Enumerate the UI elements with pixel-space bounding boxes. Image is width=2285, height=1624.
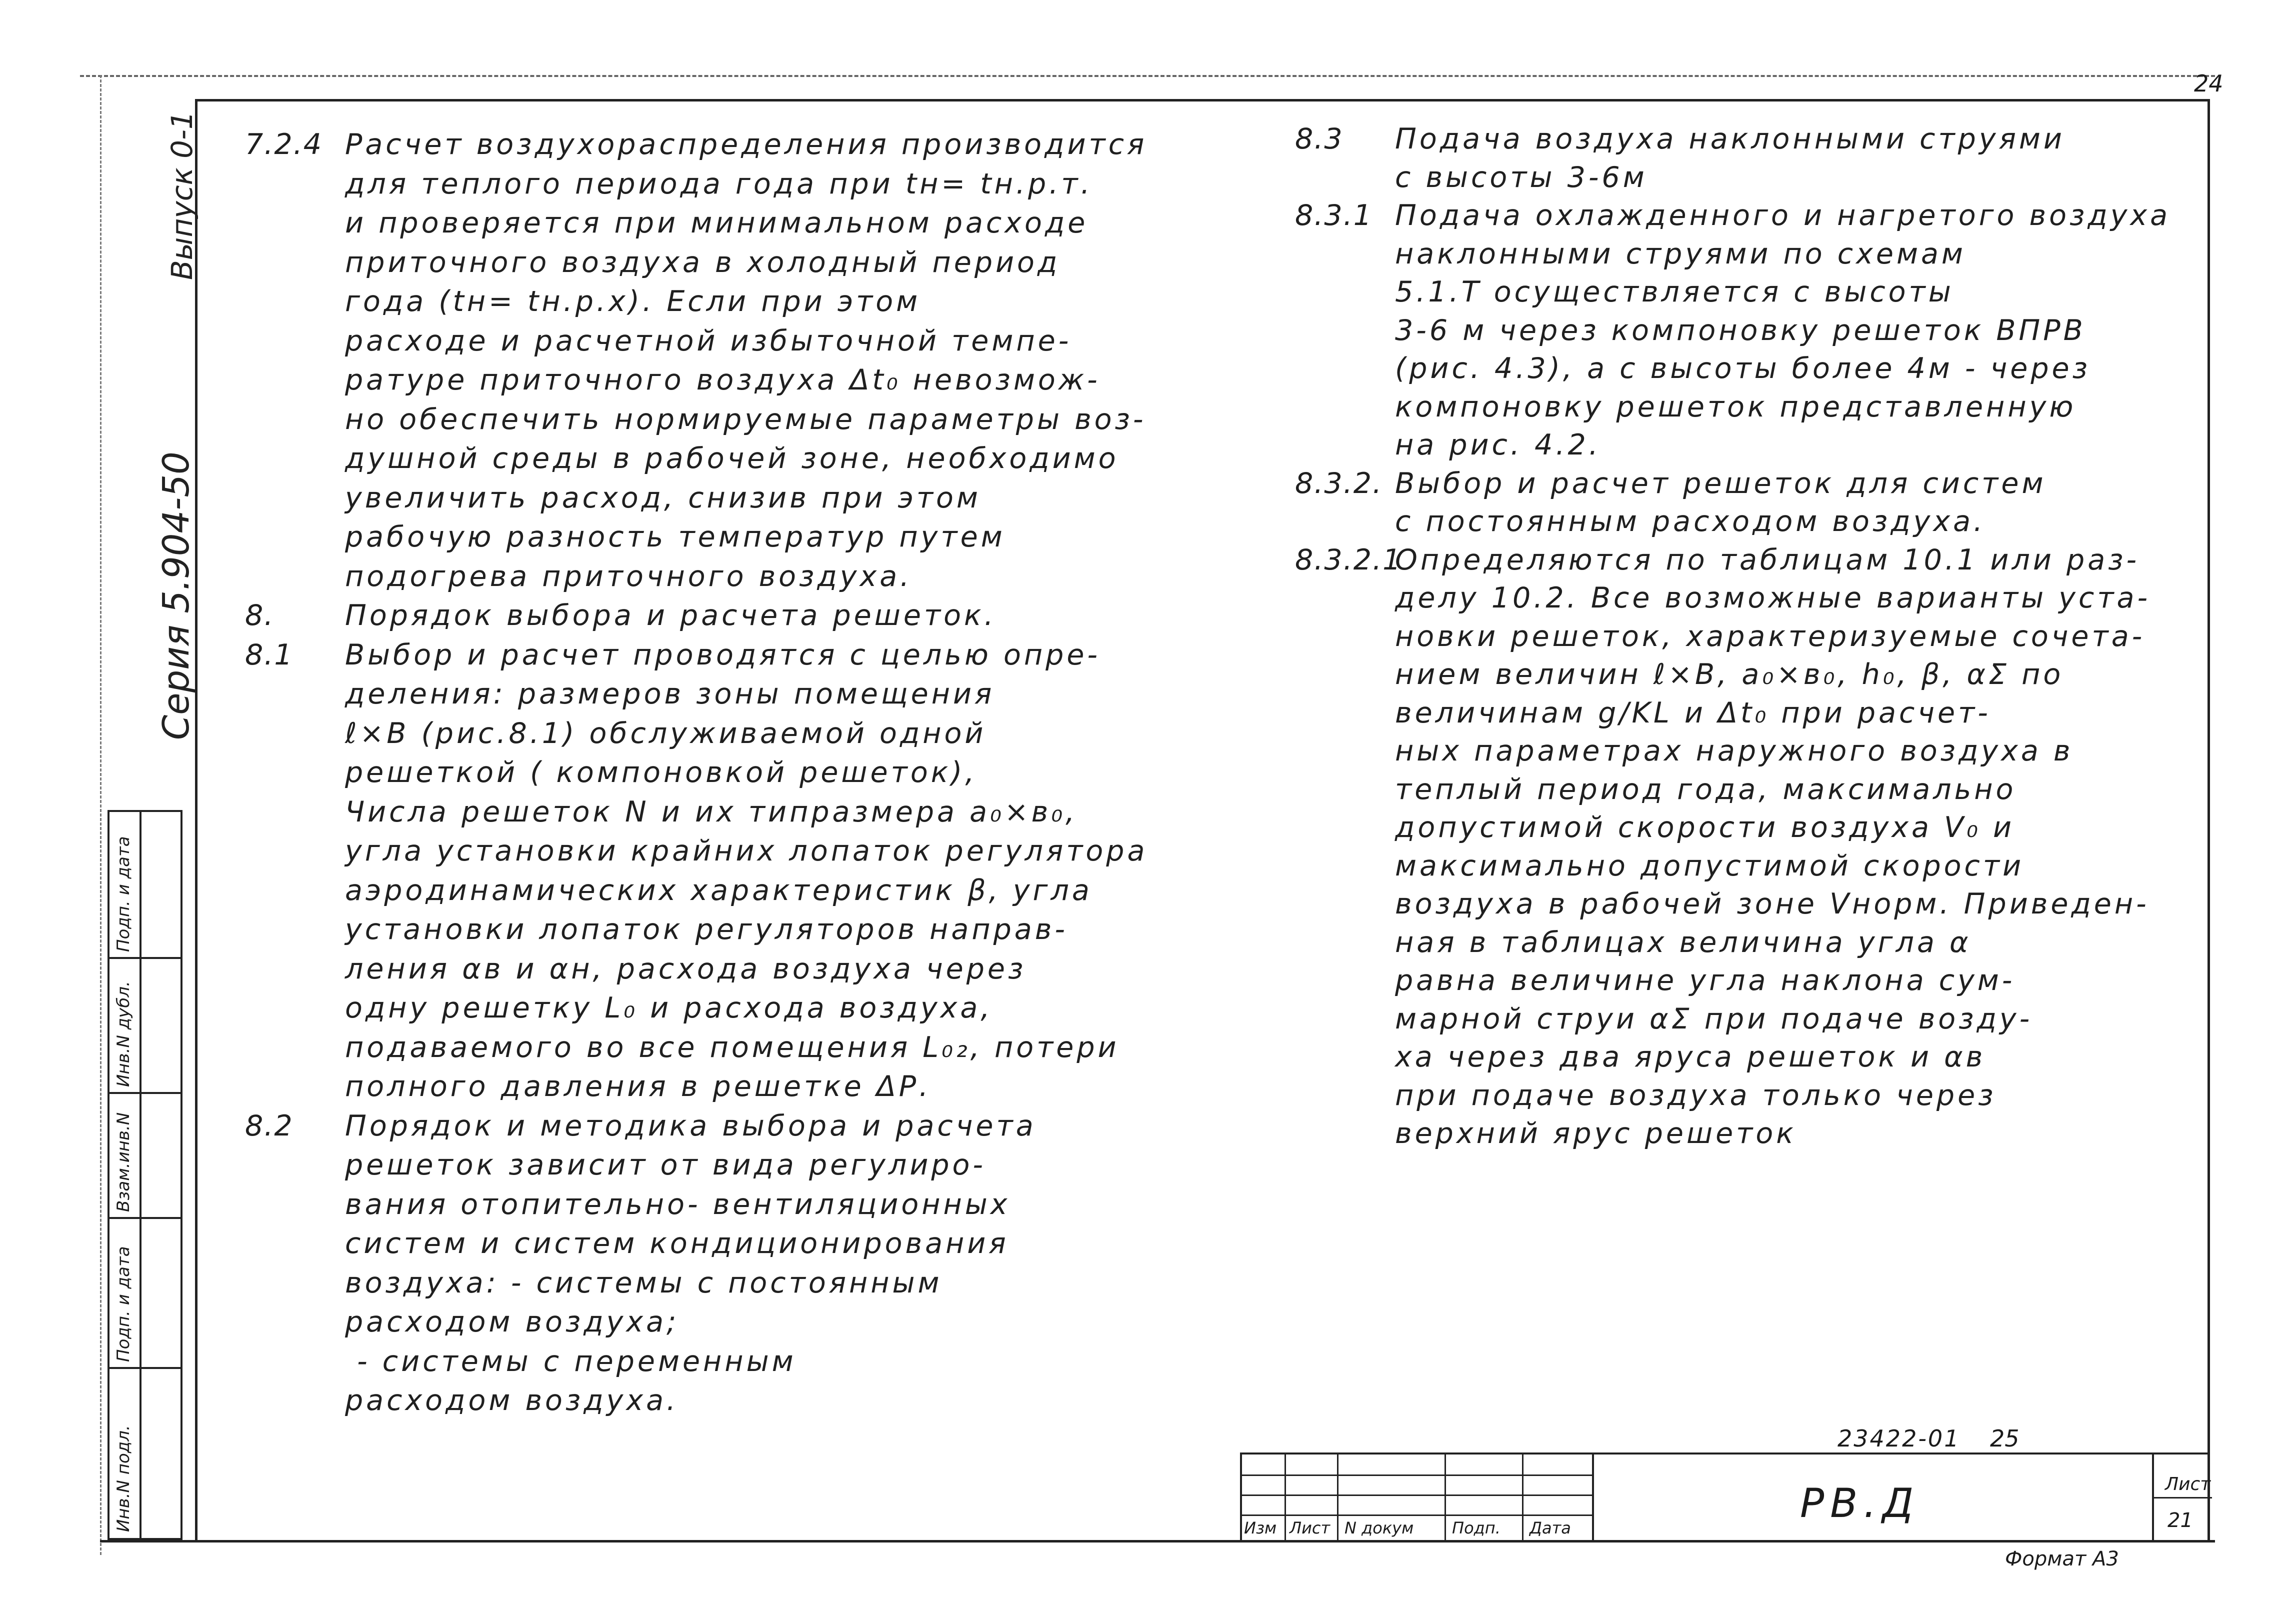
text-line: и проверяется при минимальном расходе	[345, 206, 1088, 240]
text-line: воздуха в рабочей зоне Vнорм. Приведен-	[1395, 888, 2150, 920]
text-line: приточного воздуха в холодный период	[345, 246, 1060, 279]
stamp-label-inv-dubl: Инв.N дубл.	[114, 981, 134, 1087]
text-line: компоновку решеток представленную	[1395, 390, 2076, 424]
text-line: нием величин ℓ×В, а₀×в₀, h₀, β, αΣ по	[1395, 658, 2064, 691]
stamp-column	[108, 810, 182, 1540]
sheet-label: Лист	[2165, 1474, 2211, 1494]
text-line: воздуха: - системы с постоянным	[345, 1266, 942, 1300]
stamp-label-podp-data-2: Подп. и дата	[114, 836, 134, 952]
col-label-data: Дата	[1530, 1518, 1571, 1538]
text-line: аэродинамических характеристик β, угла	[345, 874, 1092, 907]
text-line: расходом воздуха.	[345, 1384, 679, 1417]
col-label-podp: Подп.	[1452, 1518, 1500, 1538]
text-line: ха через два яруса решеток и αв	[1395, 1040, 1986, 1074]
text-line: для теплого периода года при tн= tн.р.т.	[345, 167, 1093, 200]
text-line: 8.2 Порядок и методика выбора и расчета	[245, 1109, 1036, 1142]
text-line: 8.3.1 Подача охлажденного и нагретого воздуха	[1295, 199, 2171, 232]
page-number: 24	[2194, 70, 2224, 97]
text-line: подогрева приточного воздуха.	[345, 560, 912, 593]
drawing-number: 23422-01	[1838, 1425, 1960, 1452]
text-line: деления: размеров зоны помещения	[345, 678, 995, 710]
text-line: теплый период года, максимально	[1395, 772, 2016, 806]
revision-grid	[1242, 1454, 1592, 1542]
text-line: решеток зависит от вида регулиро-	[345, 1148, 986, 1182]
grid-col-line	[1522, 1454, 1524, 1540]
stamp-row	[110, 1367, 180, 1369]
sheet-number: 21	[2168, 1509, 2193, 1532]
text-line: 3-6 м через компоновку решеток ВПРВ	[1395, 314, 2086, 347]
text-line: равна величине угла наклона сум-	[1395, 964, 2016, 997]
text-line: наклонными струями по схемам	[1395, 237, 1966, 270]
text-line: максимально допустимой скорости	[1395, 849, 2024, 882]
text-line: ℓ×В (рис.8.1) обслуживаемой одной	[345, 716, 986, 750]
text-line: ная в таблицах величина угла α	[1395, 926, 1972, 959]
text-line: установки лопаток регуляторов направ-	[345, 913, 1068, 946]
text-line: года (tн= tн.р.х). Если при этом	[345, 285, 921, 318]
text-line: полного давления в решетке ΔР.	[345, 1070, 932, 1103]
document-code: РВ.Д	[1800, 1480, 1920, 1526]
text-line: расходе и расчетной избыточной темпе-	[345, 324, 1072, 358]
stamp-row	[110, 1092, 180, 1094]
text-line: верхний ярус решеток	[1395, 1117, 1796, 1150]
right-text-column	[1295, 120, 2185, 1153]
sheet-reference: 25	[1990, 1425, 2020, 1452]
title-block	[1240, 1452, 2210, 1540]
text-line: подаваемого во все помещения L₀₂, потери	[345, 1030, 1120, 1064]
grid-col-line	[1444, 1454, 1446, 1540]
text-line: 8.1 Выбор и расчет проводятся с целью опре-	[245, 638, 1100, 672]
text-line: новки решеток, характеризуемые сочета-	[1395, 620, 2146, 653]
text-line: допустимой скорости воздуха V₀ и	[1395, 811, 2015, 844]
text-line: решеткой ( компоновкой решеток),	[345, 756, 978, 789]
grid-row-line	[1242, 1474, 1592, 1476]
col-label-izm: Изм	[1244, 1518, 1277, 1538]
text-line: душной среды в рабочей зоне, необходимо	[345, 442, 1119, 475]
text-line: вания отопительно- вентиляционных	[345, 1188, 1010, 1221]
stamp-row	[110, 1217, 180, 1219]
text-line: на рис. 4.2.	[1395, 428, 1601, 462]
text-line: угла установки крайних лопаток регулятора	[345, 834, 1148, 868]
stamp-label-podp-data: Подп. и дата	[114, 1246, 134, 1362]
stamp-row	[110, 957, 180, 959]
sheet-bottom-line	[100, 1540, 2215, 1542]
text-line: 5.1.Т осуществляется с высоты	[1395, 276, 1954, 308]
text-line: с постоянным расходом воздуха.	[1395, 505, 1986, 538]
text-line: делу 10.2. Все возможные варианты уста-	[1395, 582, 2151, 614]
grid-row-line	[1242, 1514, 1592, 1516]
grid-col-line	[1337, 1454, 1338, 1540]
stamp-divider	[140, 812, 142, 1538]
series-label: Серия 5.904-50	[155, 452, 197, 740]
sheet-box-line	[2152, 1497, 2212, 1498]
text-line: ратуре приточного воздуха Δt₀ невозмож-	[345, 364, 1100, 396]
outer-cut-line	[80, 75, 2215, 77]
text-line: марной струи αΣ при подаче возду-	[1395, 1002, 2033, 1036]
text-line: 8. Порядок выбора и расчета решеток.	[245, 599, 996, 632]
text-line: систем и систем кондиционирования	[345, 1227, 1009, 1260]
col-label-n-dokum: N докум	[1344, 1518, 1414, 1538]
col-label-list: Лист	[1290, 1518, 1330, 1538]
text-line: 8.3.2.1Определяются по таблицам 10.1 или раз-	[1295, 543, 2140, 576]
text-line: 8.3 Подача воздуха наклонными струями	[1295, 122, 2065, 156]
title-divider	[1592, 1454, 1594, 1540]
text-line: 8.3.2. Выбор и расчет решеток для систем	[1295, 466, 2046, 500]
text-line: увеличить расход, снизив при этом	[345, 481, 981, 514]
text-line: величинам g/KL и Δt₀ при расчет-	[1395, 696, 1991, 730]
outer-left-line	[100, 75, 102, 1555]
text-line: при подаче воздуха только через	[1395, 1078, 1996, 1112]
format-label: Формат А3	[2005, 1548, 2119, 1570]
text-line: одну решетку L₀ и расхода воздуха,	[345, 992, 993, 1024]
text-line: рабочую разность температур путем	[345, 520, 1006, 554]
text-line: ных параметрах наружного воздуха в	[1395, 734, 2074, 768]
text-line: Числа решеток N и их типразмера а₀×в₀,	[345, 795, 1078, 828]
grid-col-line	[1284, 1454, 1286, 1540]
stamp-label-inv-podl: Инв.N подл.	[114, 1425, 134, 1532]
stamp-label-vzam-inv: Взам.инв.N	[114, 1112, 134, 1212]
vypusk-label: Выпуск 0-1	[165, 111, 199, 280]
text-line: расходом воздуха;	[345, 1306, 680, 1338]
text-line: (рис. 4.3), а с высоты более 4м - через	[1395, 352, 2090, 385]
left-text-column	[245, 125, 1245, 1420]
text-line: с высоты 3-6м	[1395, 160, 1648, 194]
text-line: ления αв и αн, расхода воздуха через	[345, 952, 1026, 986]
text-line: 7.2.4 Расчет воздухораспределения производится	[245, 128, 1148, 161]
text-line: но обеспечить нормируемые параметры воз-	[345, 402, 1146, 436]
grid-row-line	[1242, 1494, 1592, 1496]
text-line: - системы с переменным	[345, 1344, 796, 1378]
